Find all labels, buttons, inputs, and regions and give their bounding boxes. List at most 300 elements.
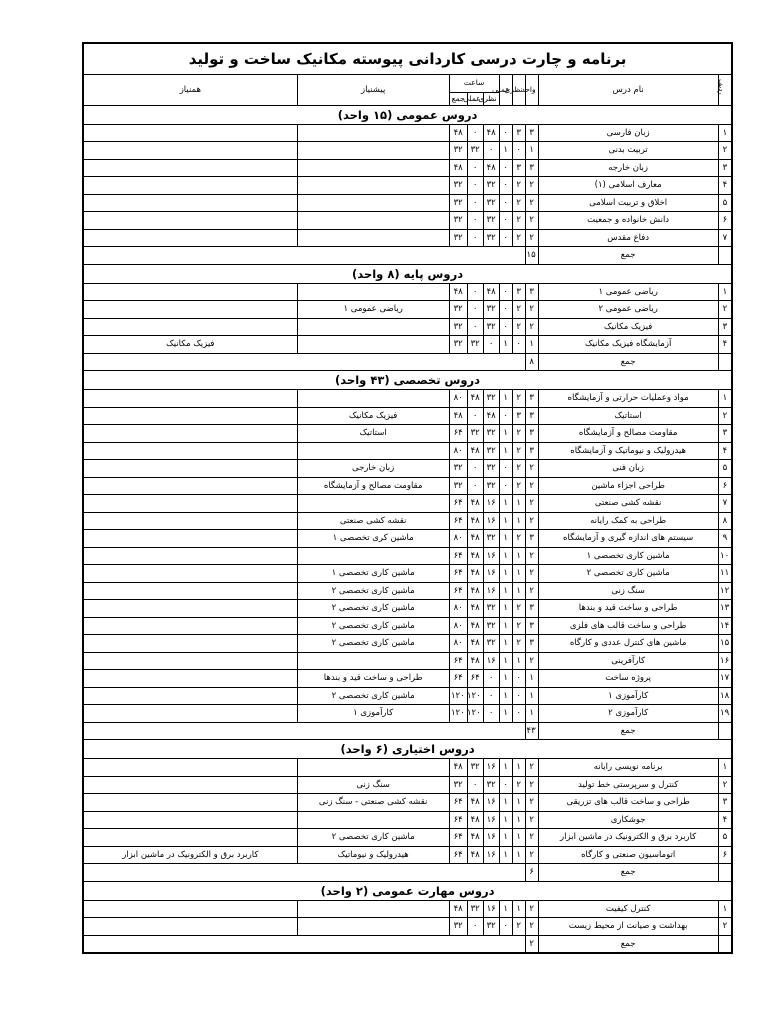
units-cell: ۳ xyxy=(525,124,538,142)
units-cell: ۲ xyxy=(525,229,538,247)
practical-units-cell: ۰ xyxy=(499,460,512,478)
course-name: پروژه ساخت xyxy=(538,670,718,688)
row-number: ۱۶ xyxy=(718,652,732,670)
course-name: زبان خارجه xyxy=(538,159,718,177)
corequisite-cell xyxy=(83,829,297,847)
practical-units-cell: ۰ xyxy=(499,212,512,230)
practical-units-cell: ۰ xyxy=(499,229,512,247)
theory-units-cell: ۲ xyxy=(512,212,525,230)
corequisite-cell xyxy=(83,425,297,443)
hours-theory-cell: ۴۸ xyxy=(483,159,499,177)
header-hours: ساعت xyxy=(449,75,499,93)
course-row xyxy=(83,390,732,408)
course-name: اتوماسیون صنعتی و کارگاه xyxy=(538,846,718,864)
header-hours-total: جمع xyxy=(449,92,467,105)
corequisite-cell xyxy=(83,407,297,425)
hours-total-cell: ۴۸ xyxy=(449,124,467,142)
hours-practical-cell: ۴۸ xyxy=(467,829,483,847)
hours-total-cell: ۴۸ xyxy=(449,759,467,777)
prerequisite-cell: زبان خارجی xyxy=(297,460,449,478)
practical-units-cell: ۱ xyxy=(499,582,512,600)
hours-total-cell: ۳۲ xyxy=(449,142,467,160)
units-cell: ۳ xyxy=(525,425,538,443)
total-blank xyxy=(83,722,525,740)
practical-units-cell: ۱ xyxy=(499,425,512,443)
course-row xyxy=(83,142,732,160)
course-name: طراحی و ساخت قالب های فلزی xyxy=(538,617,718,635)
hours-practical-cell: ۳۲ xyxy=(467,900,483,918)
hours-practical-cell: ۰ xyxy=(467,283,483,301)
theory-units-cell: ۱ xyxy=(512,652,525,670)
course-row xyxy=(83,846,732,864)
row-number: ۸ xyxy=(718,512,732,530)
units-cell: ۲ xyxy=(525,212,538,230)
corequisite-cell: کاربرد برق و الکترونیک در ماشین ابزار xyxy=(83,846,297,864)
units-cell: ۲ xyxy=(525,565,538,583)
prerequisite-cell: ماشین کاری تخصصی ۲ xyxy=(297,582,449,600)
course-row xyxy=(83,477,732,495)
course-name: سیستم های اندازه گیری و آزمایشگاه xyxy=(538,530,718,548)
section-total-row xyxy=(83,247,732,265)
hours-total-cell: ۳۲ xyxy=(449,776,467,794)
course-name: کارآفرینی xyxy=(538,652,718,670)
theory-units-cell: ۰ xyxy=(512,687,525,705)
row-number: ۱۵ xyxy=(718,635,732,653)
prerequisite-cell: کارآموزی ۱ xyxy=(297,705,449,723)
units-cell: ۳ xyxy=(525,600,538,618)
hours-total-cell: ۴۸ xyxy=(449,159,467,177)
corequisite-cell xyxy=(83,811,297,829)
section-header-row xyxy=(83,881,732,900)
units-cell: ۲ xyxy=(525,829,538,847)
hours-theory-cell: ۰ xyxy=(483,687,499,705)
hours-theory-cell: ۱۶ xyxy=(483,652,499,670)
hours-practical-cell: ۳۲ xyxy=(467,759,483,777)
theory-units-cell: ۰ xyxy=(512,336,525,354)
corequisite-cell xyxy=(83,652,297,670)
course-name: دفاع مقدس xyxy=(538,229,718,247)
course-name: کنترل و سرپرستی خط تولید xyxy=(538,776,718,794)
theory-units-cell: ۱ xyxy=(512,547,525,565)
prerequisite-cell xyxy=(297,194,449,212)
course-row xyxy=(83,512,732,530)
hours-total-cell: ۶۴ xyxy=(449,565,467,583)
hours-practical-cell: ۴۸ xyxy=(467,512,483,530)
corequisite-cell: فیزیک مکانیک xyxy=(83,336,297,354)
theory-units-cell: ۱ xyxy=(512,512,525,530)
practical-units-cell: ۱ xyxy=(499,530,512,548)
course-row xyxy=(83,301,732,319)
row-number: ۹ xyxy=(718,530,732,548)
page-title: برنامه و چارت درسی کاردانی پیوسته مکانیک ساخت و تولید xyxy=(83,43,732,75)
curriculum-sheet xyxy=(82,42,731,954)
hours-practical-cell: ۴۸ xyxy=(467,635,483,653)
course-row xyxy=(83,829,732,847)
hours-practical-cell: ۴۸ xyxy=(467,390,483,408)
course-name: اخلاق و تربیت اسلامی xyxy=(538,194,718,212)
hours-practical-cell: ۰ xyxy=(467,229,483,247)
practical-units-cell: ۱ xyxy=(499,547,512,565)
prerequisite-cell: ماشین کاری تخصصی ۲ xyxy=(297,687,449,705)
corequisite-cell xyxy=(83,705,297,723)
theory-units-cell: ۲ xyxy=(512,425,525,443)
course-name: کنترل کیفیت xyxy=(538,900,718,918)
hours-total-cell: ۶۴ xyxy=(449,811,467,829)
row-number: ۲ xyxy=(718,142,732,160)
corequisite-cell xyxy=(83,759,297,777)
units-cell: ۲ xyxy=(525,652,538,670)
total-label: جمع xyxy=(538,353,718,371)
corequisite-cell xyxy=(83,477,297,495)
hours-practical-cell: ۴۸ xyxy=(467,495,483,513)
total-units: ۲ xyxy=(525,935,538,953)
hours-theory-cell: ۳۲ xyxy=(483,617,499,635)
course-row xyxy=(83,687,732,705)
course-name: سنگ زنی xyxy=(538,582,718,600)
hours-practical-cell: ۴۸ xyxy=(467,442,483,460)
course-row xyxy=(83,617,732,635)
section-total-row xyxy=(83,722,732,740)
row-number: ۲ xyxy=(718,918,732,936)
hours-theory-cell: ۰ xyxy=(483,670,499,688)
total-blank xyxy=(83,864,525,882)
units-cell: ۲ xyxy=(525,846,538,864)
prerequisite-cell xyxy=(297,918,449,936)
units-cell: ۳ xyxy=(525,283,538,301)
corequisite-cell xyxy=(83,918,297,936)
curriculum-body xyxy=(83,105,732,953)
theory-units-cell: ۱ xyxy=(512,759,525,777)
course-row xyxy=(83,159,732,177)
course-name: ماشین های کنترل عددی و کارگاه xyxy=(538,635,718,653)
theory-units-cell: ۰ xyxy=(512,142,525,160)
prerequisite-cell xyxy=(297,759,449,777)
row-number: ۴ xyxy=(718,442,732,460)
course-name: ریاضی عمومی ۱ xyxy=(538,283,718,301)
section-title: دروس عمومی (۱۵ واحد) xyxy=(83,105,732,124)
theory-units-cell: ۲ xyxy=(512,477,525,495)
corequisite-cell xyxy=(83,547,297,565)
units-cell: ۳ xyxy=(525,407,538,425)
prerequisite-cell: ماشین کاری تخصصی ۱ xyxy=(297,565,449,583)
hours-theory-cell: ۳۲ xyxy=(483,460,499,478)
course-row xyxy=(83,124,732,142)
prerequisite-cell xyxy=(297,442,449,460)
header-course-name: نام درس xyxy=(538,75,718,106)
hours-practical-cell: ۰ xyxy=(467,776,483,794)
practical-units-cell: ۱ xyxy=(499,829,512,847)
hours-total-cell: ۴۸ xyxy=(449,283,467,301)
theory-units-cell: ۱ xyxy=(512,794,525,812)
hours-total-cell: ۸۰ xyxy=(449,442,467,460)
practical-units-cell: ۰ xyxy=(499,318,512,336)
prerequisite-cell: طراحی و ساخت قید و بندها xyxy=(297,670,449,688)
practical-units-cell: ۱ xyxy=(499,670,512,688)
course-name: کارآموزی ۱ xyxy=(538,687,718,705)
hours-practical-cell: ۰ xyxy=(467,460,483,478)
course-row xyxy=(83,582,732,600)
course-name: جوشکاری xyxy=(538,811,718,829)
hours-total-cell: ۳۲ xyxy=(449,212,467,230)
hours-theory-cell: ۳۲ xyxy=(483,194,499,212)
course-name: ماشین کاری تخصصی ۲ xyxy=(538,565,718,583)
course-row xyxy=(83,442,732,460)
hours-theory-cell: ۳۲ xyxy=(483,229,499,247)
prerequisite-cell xyxy=(297,229,449,247)
row-number: ۱ xyxy=(718,283,732,301)
row-number: ۲ xyxy=(718,776,732,794)
corequisite-cell xyxy=(83,124,297,142)
units-cell: ۱ xyxy=(525,670,538,688)
prerequisite-cell xyxy=(297,547,449,565)
course-row xyxy=(83,212,732,230)
row-number: ۱ xyxy=(718,390,732,408)
hours-theory-cell: ۱۶ xyxy=(483,565,499,583)
theory-units-cell: ۱ xyxy=(512,495,525,513)
corequisite-cell xyxy=(83,283,297,301)
prerequisite-cell xyxy=(297,212,449,230)
units-cell: ۲ xyxy=(525,301,538,319)
theory-units-cell: ۳ xyxy=(512,407,525,425)
course-row xyxy=(83,318,732,336)
units-cell: ۳ xyxy=(525,530,538,548)
hours-theory-cell: ۳۲ xyxy=(483,425,499,443)
theory-units-cell: ۲ xyxy=(512,194,525,212)
total-blank xyxy=(83,935,525,953)
hours-total-cell: ۶۴ xyxy=(449,670,467,688)
header-hours-theory: نظری xyxy=(483,92,499,105)
hours-total-cell: ۴۸ xyxy=(449,900,467,918)
theory-units-cell: ۲ xyxy=(512,390,525,408)
course-name: طراحی و ساخت قید و بندها xyxy=(538,600,718,618)
hours-theory-cell: ۱۶ xyxy=(483,512,499,530)
prerequisite-cell: ماشین کری تخصصی ۱ xyxy=(297,530,449,548)
corequisite-cell xyxy=(83,460,297,478)
header-hours-practical: عملی xyxy=(467,92,483,105)
course-name: دانش خانواده و جمعیت xyxy=(538,212,718,230)
theory-units-cell: ۳ xyxy=(512,159,525,177)
corequisite-cell xyxy=(83,635,297,653)
prerequisite-cell: هیدرولیک و نیوماتیک xyxy=(297,846,449,864)
course-name: کاربرد برق و الکترونیک در ماشین ابزار xyxy=(538,829,718,847)
row-number: ۷ xyxy=(718,495,732,513)
hours-practical-cell: ۴۸ xyxy=(467,617,483,635)
practical-units-cell: ۱ xyxy=(499,652,512,670)
course-name: مقاومت مصالح و آزمایشگاه xyxy=(538,425,718,443)
units-cell: ۲ xyxy=(525,460,538,478)
hours-practical-cell: ۴۸ xyxy=(467,652,483,670)
hours-practical-cell: ۰ xyxy=(467,318,483,336)
prerequisite-cell xyxy=(297,495,449,513)
units-cell: ۳ xyxy=(525,635,538,653)
prerequisite-cell: ریاضی عمومی ۱ xyxy=(297,301,449,319)
course-row xyxy=(83,776,732,794)
hours-theory-cell: ۳۲ xyxy=(483,212,499,230)
course-name: کارآموزی ۲ xyxy=(538,705,718,723)
hours-practical-cell: ۰ xyxy=(467,918,483,936)
hours-total-cell: ۳۲ xyxy=(449,301,467,319)
course-row xyxy=(83,705,732,723)
hours-theory-cell: ۱۶ xyxy=(483,495,499,513)
theory-units-cell: ۲ xyxy=(512,776,525,794)
prerequisite-cell: ماشین کاری تخصصی ۲ xyxy=(297,635,449,653)
corequisite-cell xyxy=(83,442,297,460)
corequisite-cell xyxy=(83,301,297,319)
prerequisite-cell xyxy=(297,283,449,301)
theory-units-cell: ۱ xyxy=(512,829,525,847)
units-cell: ۲ xyxy=(525,177,538,195)
hours-theory-cell: ۱۶ xyxy=(483,547,499,565)
course-row xyxy=(83,759,732,777)
hours-theory-cell: ۳۲ xyxy=(483,477,499,495)
corequisite-cell xyxy=(83,390,297,408)
course-name: طراحی به کمک رایانه xyxy=(538,512,718,530)
course-row xyxy=(83,194,732,212)
course-row xyxy=(83,177,732,195)
hours-practical-cell: ۴۸ xyxy=(467,530,483,548)
hours-theory-cell: ۱۶ xyxy=(483,811,499,829)
course-row xyxy=(83,460,732,478)
corequisite-cell xyxy=(83,670,297,688)
units-cell: ۲ xyxy=(525,900,538,918)
practical-units-cell: ۱ xyxy=(499,565,512,583)
hours-practical-cell: ۰ xyxy=(467,477,483,495)
section-total-row xyxy=(83,935,732,953)
total-units: ۶ xyxy=(525,864,538,882)
corequisite-cell xyxy=(83,177,297,195)
corequisite-cell xyxy=(83,212,297,230)
total-label: جمع xyxy=(538,722,718,740)
hours-theory-cell: ۰ xyxy=(483,336,499,354)
header-practical: عملی xyxy=(499,75,512,106)
row-number: ۱ xyxy=(718,759,732,777)
theory-units-cell: ۱ xyxy=(512,900,525,918)
total-units: ۱۵ xyxy=(525,247,538,265)
practical-units-cell: ۰ xyxy=(499,159,512,177)
row-number: ۱۴ xyxy=(718,617,732,635)
prerequisite-cell: استاتیک xyxy=(297,425,449,443)
header-prerequisite: پیشنیاز xyxy=(297,75,449,106)
hours-practical-cell: ۴۸ xyxy=(467,794,483,812)
section-total-row xyxy=(83,353,732,371)
units-cell: ۲ xyxy=(525,547,538,565)
hours-theory-cell: ۳۲ xyxy=(483,530,499,548)
hours-total-cell: ۳۲ xyxy=(449,336,467,354)
course-name: بهداشت و صیانت از محیط زیست xyxy=(538,918,718,936)
theory-units-cell: ۲ xyxy=(512,460,525,478)
hours-total-cell: ۳۲ xyxy=(449,460,467,478)
row-number: ۱۱ xyxy=(718,565,732,583)
units-cell: ۳ xyxy=(525,159,538,177)
hours-total-cell: ۸۰ xyxy=(449,635,467,653)
row-number: ۱۰ xyxy=(718,547,732,565)
prerequisite-cell xyxy=(297,142,449,160)
course-row xyxy=(83,600,732,618)
prerequisite-cell xyxy=(297,652,449,670)
total-blank xyxy=(83,353,525,371)
section-header-row xyxy=(83,105,732,124)
theory-units-cell: ۲ xyxy=(512,177,525,195)
hours-total-cell: ۶۴ xyxy=(449,495,467,513)
section-header-row xyxy=(83,264,732,283)
hours-practical-cell: ۱۲۰ xyxy=(467,705,483,723)
prerequisite-cell: نقشه کشی صنعتی - سنگ زنی xyxy=(297,794,449,812)
section-total-row xyxy=(83,864,732,882)
hours-practical-cell: ۴۸ xyxy=(467,547,483,565)
hours-practical-cell: ۰ xyxy=(467,194,483,212)
hours-total-cell: ۳۲ xyxy=(449,229,467,247)
total-blank xyxy=(83,247,525,265)
row-number: ۱ xyxy=(718,900,732,918)
row-number: ۲ xyxy=(718,407,732,425)
hours-theory-cell: ۳۲ xyxy=(483,600,499,618)
practical-units-cell: ۱ xyxy=(499,600,512,618)
hours-practical-cell: ۰ xyxy=(467,177,483,195)
units-cell: ۳ xyxy=(525,442,538,460)
row-number: ۶ xyxy=(718,477,732,495)
hours-total-cell: ۸۰ xyxy=(449,617,467,635)
practical-units-cell: ۱ xyxy=(499,512,512,530)
row-number: ۱۳ xyxy=(718,600,732,618)
practical-units-cell: ۱ xyxy=(499,142,512,160)
hours-practical-cell: ۶۴ xyxy=(467,670,483,688)
total-spacer xyxy=(718,935,732,953)
prerequisite-cell xyxy=(297,390,449,408)
theory-units-cell: ۲ xyxy=(512,318,525,336)
row-number: ۴ xyxy=(718,177,732,195)
units-cell: ۲ xyxy=(525,759,538,777)
hours-total-cell: ۸۰ xyxy=(449,600,467,618)
hours-total-cell: ۳۲ xyxy=(449,177,467,195)
hours-theory-cell: ۳۲ xyxy=(483,442,499,460)
course-row xyxy=(83,794,732,812)
corequisite-cell xyxy=(83,687,297,705)
hours-total-cell: ۶۴ xyxy=(449,794,467,812)
units-cell: ۲ xyxy=(525,495,538,513)
row-number: ۱۲ xyxy=(718,582,732,600)
course-row xyxy=(83,652,732,670)
corequisite-cell xyxy=(83,565,297,583)
row-number: ۵ xyxy=(718,460,732,478)
prerequisite-cell: ماشین کاری تخصصی ۲ xyxy=(297,617,449,635)
corequisite-cell xyxy=(83,600,297,618)
units-cell: ۲ xyxy=(525,512,538,530)
prerequisite-cell: ماشین کاری تخصصی ۲ xyxy=(297,600,449,618)
hours-theory-cell: ۱۶ xyxy=(483,794,499,812)
corequisite-cell xyxy=(83,794,297,812)
hours-theory-cell: ۴۸ xyxy=(483,124,499,142)
theory-units-cell: ۲ xyxy=(512,442,525,460)
prerequisite-cell xyxy=(297,318,449,336)
course-row xyxy=(83,900,732,918)
row-number: ۱۸ xyxy=(718,687,732,705)
hours-total-cell: ۳۲ xyxy=(449,477,467,495)
hours-practical-cell: ۴۸ xyxy=(467,846,483,864)
course-name: طراحی و ساخت قالب های تزریقی xyxy=(538,794,718,812)
practical-units-cell: ۱ xyxy=(499,705,512,723)
hours-practical-cell: ۳۲ xyxy=(467,336,483,354)
units-cell: ۲ xyxy=(525,794,538,812)
practical-units-cell: ۱ xyxy=(499,811,512,829)
row-number: ۵ xyxy=(718,194,732,212)
hours-total-cell: ۶۴ xyxy=(449,547,467,565)
course-name: نقشه کشی صنعتی xyxy=(538,495,718,513)
units-cell: ۱ xyxy=(525,336,538,354)
hours-total-cell: ۶۴ xyxy=(449,846,467,864)
hours-total-cell: ۴۸ xyxy=(449,407,467,425)
prerequisite-cell xyxy=(297,336,449,354)
course-name: زبان فارسی xyxy=(538,124,718,142)
